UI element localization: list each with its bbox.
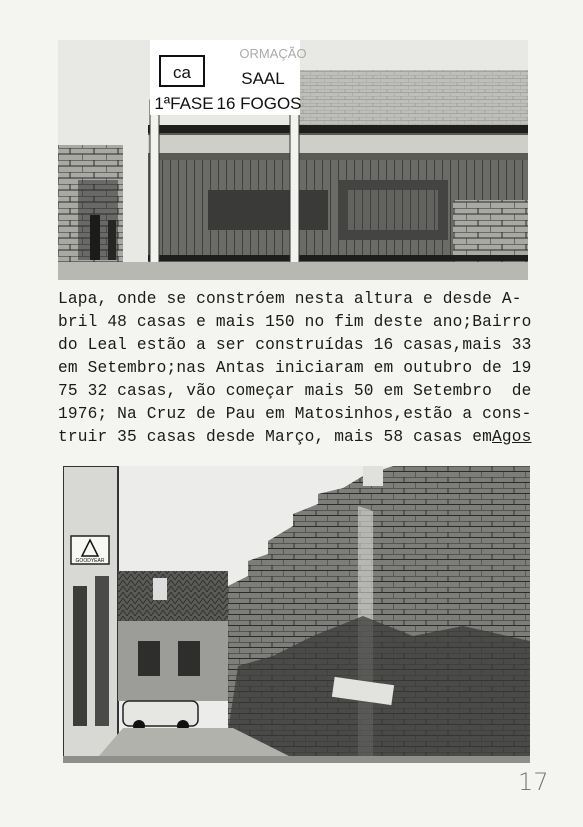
sign-faded-text: ORMAÇÃO (239, 46, 307, 61)
shop-sign-text: GOODYEAR (75, 558, 105, 564)
text-line: Lapa, onde se constróem nesta altura e desde A- (58, 290, 522, 308)
page-number: 17 (518, 768, 549, 796)
text-line: bril 48 casas e mais 150 no fim deste ano;Bairro (58, 313, 532, 331)
text-line-content: truir 35 casas desde Março, mais 58 casas em (58, 428, 493, 446)
underlined-word: Agos (492, 428, 532, 446)
street-walls-image (63, 466, 530, 763)
sign-homes: 16 FOGOS (216, 94, 302, 113)
sign-saal: SAAL (241, 69, 285, 88)
text-line: em Setembro;nas Antas iniciaram em outubro de 19 (58, 359, 532, 377)
sign-phase: 1ªFASE (154, 94, 214, 113)
body-paragraph (58, 288, 548, 449)
construction-site-image (58, 40, 528, 280)
text-line: 75 32 casas, vão começar mais 50 em Setembro de (58, 382, 532, 400)
street-walls-photo (63, 466, 530, 763)
construction-site-photo (58, 40, 528, 280)
text-line: do Leal estão a ser construídas 16 casas,mais 33 (58, 336, 532, 354)
text-line-last (58, 426, 548, 449)
text-line: 1976; Na Cruz de Pau em Matosinhos,estão a cons- (58, 405, 532, 423)
sign-logo: ca (173, 63, 191, 82)
